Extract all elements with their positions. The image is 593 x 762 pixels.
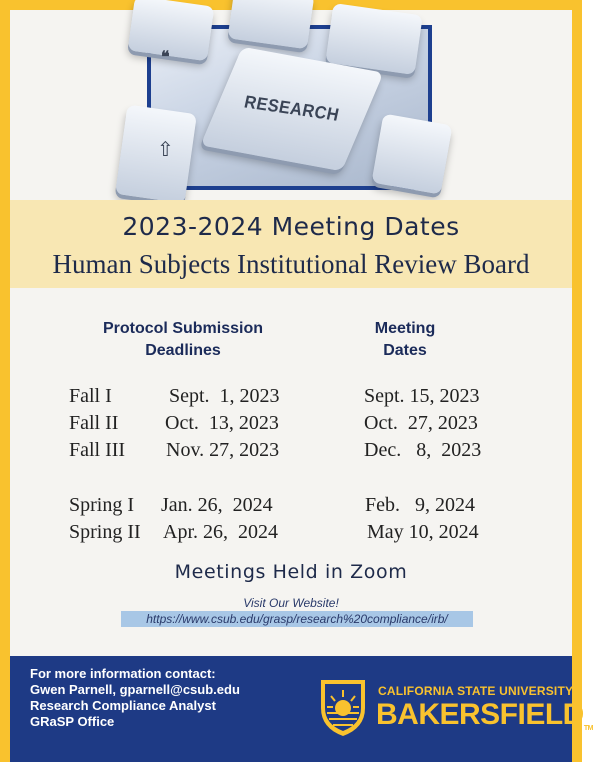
visit-website-label: Visit Our Website! — [243, 596, 339, 610]
meetings-note: Meetings Held in Zoom — [174, 561, 408, 583]
sun-shield-icon — [319, 678, 367, 738]
up-arrow-icon: ⇧ — [157, 139, 174, 161]
page-title: 2023-2024 Meeting Dates — [122, 212, 460, 241]
contact-footer: For more information contact: Gwen Parnell, gparnell@csub.edu Research Compliance Analyst GRaSP Office CALIFORNIA STATE UNIVERSITY BAKERSFIELDTM — [10, 656, 572, 762]
meeting-dates-column-header: Meeting Dates — [374, 320, 436, 359]
research-keyboard-photo — [147, 25, 432, 190]
irb-website-link[interactable]: https://www.csub.edu/grasp/research%20compliance/irb/ — [121, 611, 473, 627]
deadlines-column-header: Protocol Submission Deadlines — [102, 320, 263, 359]
flyer: ❝ ⇧ RESEARCH 2023-2024 Meeting Dates Human Subjects Institutional Review Board Protocol Submission Deadlines Meeting Dates Fall I Sept. 1, 2023 Sept. 15, 2023 Fall II Oct. 13, 2023 Oct. 27, 2023 Fall III Nov. 27, 2023 Dec. 8, 2023 Spring I Jan. 26, 2024 Feb. 9, 2024 Spring II Apr. 26, 2024 May 10, 2024 Meetings Held in Zoom Visit Our Website! https://www.csub.edu/grasp/research%20compliance/irb/ For more information contact: Gwen Parnell, gparnell@csub.edu Research Compliance Analyst GRaSP Office CALIFORNIA STATE UNIVERSITY BAKERSFIELDTM — [0, 0, 582, 762]
quote-mark-icon: ❝ — [161, 49, 170, 66]
contact-email[interactable]: Gwen Parnell, gparnell@csub.edu — [30, 682, 240, 697]
contact-info: For more information contact: Gwen Parnell, gparnell@csub.edu Research Compliance Analyst GRaSP Office — [30, 666, 240, 729]
page-subtitle: Human Subjects Institutional Review Board — [52, 249, 530, 279]
research-key-label: RESEARCH — [242, 91, 342, 126]
title-band — [10, 200, 572, 288]
